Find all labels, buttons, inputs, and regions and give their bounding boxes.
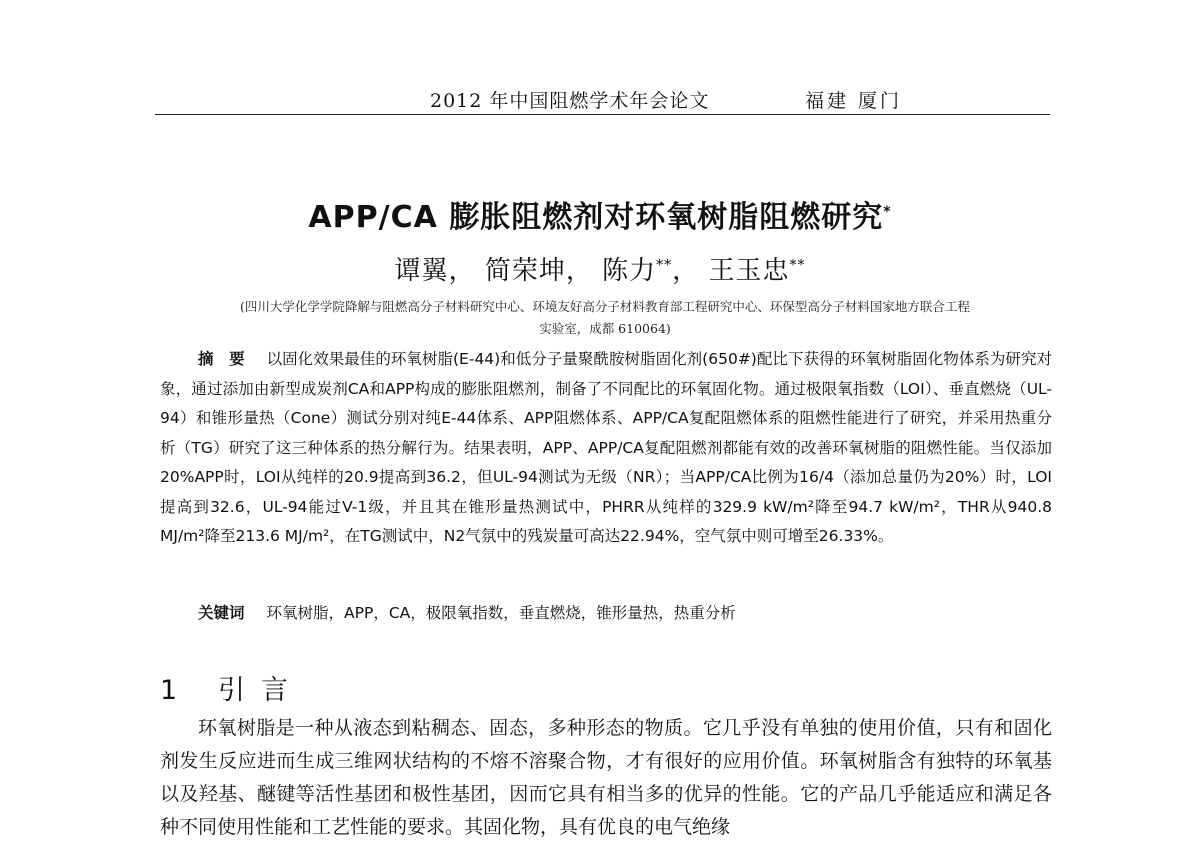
paper-title-text: APP/CA 膨胀阻燃剂对环氧树脂阻燃研究: [308, 200, 884, 235]
section-title: 引言: [218, 675, 304, 706]
conference-location: 福建 厦门: [805, 90, 903, 112]
author-separator: ，: [448, 256, 476, 286]
section-number: 1: [160, 675, 178, 706]
author-name: 王玉忠: [708, 256, 790, 286]
title-footnote-mark: *: [883, 204, 892, 220]
section-heading: [160, 668, 304, 707]
keywords: [198, 601, 1058, 623]
keywords-label: 关键词: [198, 604, 245, 622]
abstract-label: 摘 要: [198, 350, 245, 368]
paper-title: [0, 192, 1200, 236]
abstract-text: 以固化效果最佳的环氧树脂(E-44)和低分子量聚酰胺树脂固化剂(650#)配比下获得的环氧树脂固化物体系为研究对象，通过添加由新型成炭剂CA和APP构成的膨胀阻燃剂，制备了不同配比的环氧固化物。通过极限氧指数（LOI）、垂直燃烧（UL-94）和锥形量热（Cone）测试分别对纯E-44体系、APP阻燃体系、APP/CA复配阻燃体系的阻燃性能进行了研究，并采用热重分析（TG）研究了这三种体系的热分解行为。结果表明，APP、APP/CA复配阻燃剂都能有效的改善环氧树脂的阻燃性能。当仅添加20%APP时，LOI从纯样的20.9提高到36.2，但UL-94测试为无级（NR）；当APP/CA比例为16/4（添加总量仍为20%）时，LOI提高到32.6，UL-94能过V-1级，并且其在锥形量热测试中，PHRR从纯样的329.9 kW/m²降至94.7 kW/m²，THR从940.8 MJ/m²降至213.6 MJ/m²，在TG测试中，N2气氛中的残炭量可高达22.94%，空气氛中则可增至26.33%。: [160, 350, 1052, 545]
running-header: [155, 80, 1050, 115]
conference-name: 2012 年中国阻燃学术年会论文: [430, 90, 710, 112]
author-mark: **: [656, 257, 673, 274]
abstract: [160, 345, 1052, 552]
author-separator: ，: [672, 256, 700, 286]
author-list: [0, 250, 1200, 287]
body-paragraph: 环氧树脂是一种从液态到粘稠态、固态，多种形态的物质。它几乎没有单独的使用价值，只有和固化剂发生反应进而生成三维网状结构的不熔不溶聚合物，才有很好的应用价值。环氧树脂含有独特的环氧基以及羟基、醚键等活性基团和极性基团，因而它具有相当多的优异的性能。它的产品几乎能适应和满足各种不同使用性能和工艺性能的要求。其固化物，具有优良的电气绝缘: [160, 717, 1052, 838]
author-name: 谭翼: [394, 256, 449, 286]
author-name: 陈力: [602, 256, 657, 286]
author-mark: **: [789, 257, 806, 274]
affiliation-line: (四川大学化学学院降解与阻燃高分子材料研究中心、环境友好高分子材料教育部工程研究中心、环保型高分子材料国家地方联合工程: [240, 299, 970, 314]
affiliation-line: 实验室，成都 610064): [539, 321, 671, 336]
abstract-paragraph: [160, 345, 1052, 552]
author-name: 简荣坤: [484, 256, 566, 286]
author-separator: ，: [565, 256, 593, 286]
affiliation: [155, 296, 1055, 340]
keywords-text: 环氧树脂，APP，CA，极限氧指数，垂直燃烧，锥形量热，热重分析: [266, 604, 736, 622]
